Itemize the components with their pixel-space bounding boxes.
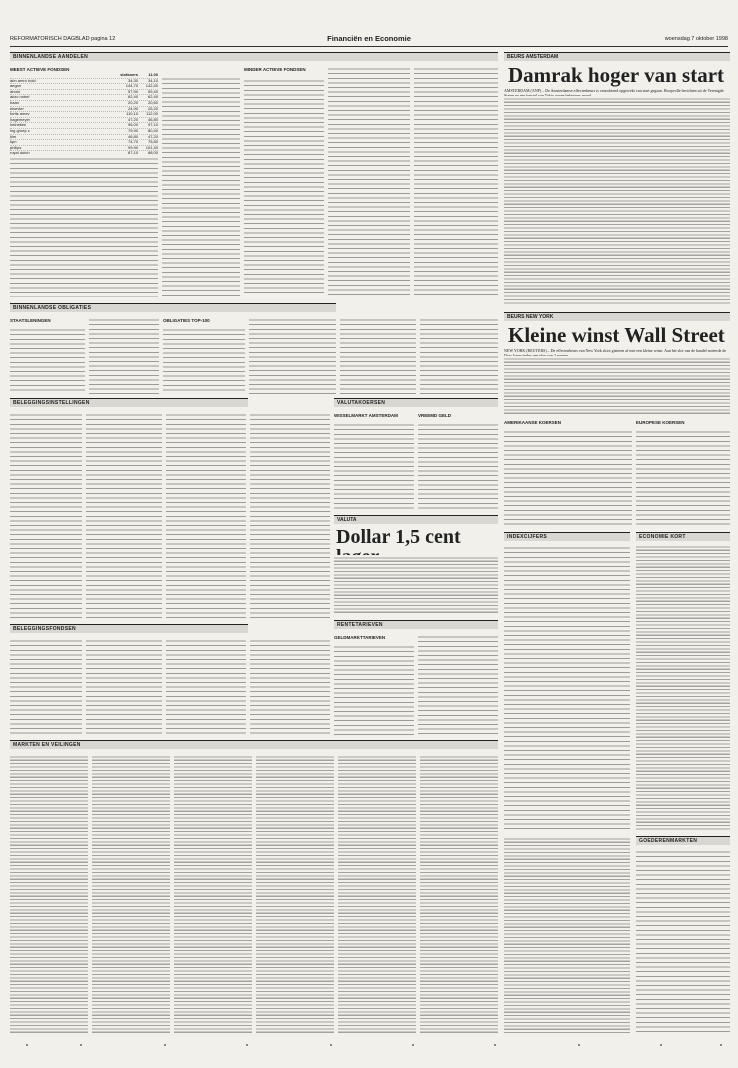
stock-slotkoers: 62,40: [127, 94, 138, 100]
markten-text-col-1: [10, 754, 88, 1034]
markten-header-block: [10, 740, 498, 752]
beleggingsinstellingen-rows-c: [166, 411, 246, 619]
stock-slotkoers: 99,90: [127, 144, 138, 150]
vreemd-geld-rows: [418, 421, 498, 511]
stock-11uur: 20,60: [147, 99, 158, 105]
stock-name: baan: [10, 100, 19, 105]
stock-slotkoers: 20,20: [127, 99, 138, 105]
obligaties-rows-d: [420, 316, 498, 394]
page-dot: [164, 1044, 166, 1046]
newyork-headline: Kleine winst Wall Street: [508, 323, 725, 347]
stock-slotkoers: 79,90: [127, 127, 138, 133]
page-dot: [26, 1044, 28, 1046]
wisselmarkt-rows: [334, 421, 414, 511]
staatsleningen-block: [10, 316, 85, 394]
stock-name: abn amro hold: [10, 78, 36, 83]
section-header-valutakoersen: VALUTAKOERSEN: [334, 398, 498, 407]
amsterdam-lead: AMSTERDAM (ANP) – De Amsterdamse effectenbeurs is vanochtend opgewekt van start gegaan. Hoopvolle berichten uit de Verenigde: [504, 89, 724, 93]
staatsleningen-rows: [10, 326, 85, 394]
economie-kort-block: [636, 532, 730, 832]
section-header-binnenlandse-aandelen: BINNENLANDSE AANDELEN: [10, 52, 498, 61]
beleggingsfondsen-rows-d: [250, 637, 330, 735]
europese-koersen-rows: [636, 428, 730, 528]
valutakoersen-header-block: [334, 398, 498, 410]
col-slotkoers: slotkoers: [120, 72, 138, 77]
stock-11uur: 88,00: [147, 150, 158, 156]
section-header-indexcijfers: INDEXCIJFERS: [504, 532, 630, 541]
page-dot: [578, 1044, 580, 1046]
obligaties-header-block: [10, 303, 336, 315]
stock-11uur: 59,40: [147, 88, 158, 94]
stock-name: elsevier: [10, 106, 24, 111]
page-dot: [412, 1044, 414, 1046]
stock-name: akzo nobel: [10, 95, 30, 100]
subheader-meest-actieve: MEEST ACTIEVE FONDSEN: [10, 67, 70, 72]
stock-slotkoers: 110,10: [126, 111, 138, 117]
masthead-left: REFORMATORISCH DAGBLAD pagina 12: [10, 36, 116, 42]
valuta-headline: Dollar 1,5 cent: [336, 526, 461, 548]
amerikaanse-koersen-rows: [504, 428, 632, 528]
beurs-new-york-article: [504, 312, 730, 414]
minder-actieve-fondsen-block: [244, 65, 324, 297]
stock-name: aegon: [10, 84, 22, 89]
obligaties-top-rows-b: [249, 316, 336, 394]
wisselmarkt-block: [334, 411, 414, 511]
section-header-beleggingsfondsen: BELEGGINGSFONDSEN: [10, 624, 248, 633]
stock-name: klm: [10, 134, 17, 139]
geldmarkttarieven-rows: [334, 643, 414, 735]
markten-text-col-7: [504, 836, 630, 1034]
geldmarkttarieven-block: [334, 633, 414, 735]
subheader-geldmarkttarieven: GELDMARKTTARIEVEN: [334, 635, 386, 640]
masthead-date: woensdag 7 oktober 1998: [664, 36, 728, 42]
section-header-markten-en-veilingen: MARKTEN EN VEILINGEN: [10, 740, 498, 749]
col-time: 11.00: [148, 72, 158, 77]
stock-name: fortis amev: [10, 112, 30, 117]
stock-name: ahold: [10, 89, 20, 94]
stock-slotkoers: 57,90: [127, 88, 138, 94]
stock-11uur: 47,20: [147, 133, 158, 139]
stock-11uur: 112,00: [146, 111, 158, 117]
markten-text-col-5: [338, 754, 416, 1034]
section-header-beleggingsinstellingen: BELEGGINGSINSTELLINGEN: [10, 398, 248, 407]
newyork-lead: NEW YORK (REUTERS) – De effectenbeurs van New York sloot gisteren af met een kleine winst. Aan het slot van de handel noteerde de: [504, 349, 727, 353]
markten-text-col-6: [420, 754, 498, 1034]
stock-name: heineken: [10, 123, 27, 128]
beleggingsfondsen-header-block: [10, 624, 248, 636]
stock-11uur: 97,10: [147, 122, 158, 128]
page-dot: [494, 1044, 496, 1046]
beleggingsinstellingen-rows-b: [86, 411, 162, 619]
section-header-beurs-amsterdam: BEURS AMSTERDAM: [504, 52, 730, 61]
page-dot: [80, 1044, 82, 1046]
minder-actieve-rows: [244, 77, 324, 297]
stock-11uur: 46,80: [147, 116, 158, 122]
subheader-minder-actieve: MINDER ACTIEVE FONDSEN: [244, 67, 306, 72]
page-dot: [246, 1044, 248, 1046]
page-dot: [330, 1044, 332, 1046]
stock-slotkoers: 96,00: [127, 122, 138, 128]
stock-slotkoers: 144,70: [125, 83, 138, 89]
stock-11uur: 142,40: [145, 83, 158, 89]
goederenmarkten-rows: [636, 848, 730, 1034]
stock-11uur: 34,10: [147, 77, 158, 83]
stock-name: philips: [10, 145, 22, 150]
section-header-economie-kort: ECONOMIE KORT: [636, 532, 730, 541]
amsterdam-headline: Damrak hoger van start: [508, 63, 725, 87]
beleggingsinstellingen-rows-a: [10, 411, 82, 619]
koersen-columns-c: [414, 65, 498, 297]
stock-slotkoers: 34,30: [127, 77, 138, 83]
beleggingsinstellingen-header-block: [10, 398, 248, 410]
stock-11uur: 62,40: [147, 94, 158, 100]
section-header-goederenmarkten: GOEDERENMARKTEN: [636, 836, 730, 845]
subheader-wisselmarkt: WISSELMARKT AMSTERDAM: [334, 413, 398, 418]
subheader-vreemd-geld: VREEMD GELD: [418, 413, 452, 418]
subheader-amerikaanse-koersen: AMERIKAANSE KOERSEN: [504, 420, 562, 425]
stock-slotkoers: 24,90: [127, 105, 138, 111]
section-header-rentetarieven: RENTETARIEVEN: [334, 620, 498, 629]
obligaties-top-block: [163, 316, 245, 394]
section-header-valuta: VALUTA: [334, 515, 498, 524]
economie-kort-text: [636, 544, 730, 832]
beurs-amsterdam-article: [504, 52, 730, 304]
stock-name: ing groep c: [10, 128, 30, 133]
page-dot: [720, 1044, 722, 1046]
rente-rows-b: [418, 633, 498, 735]
koersen-columns-b: [328, 65, 410, 297]
rentetarieven-header-block: [334, 620, 498, 632]
stock-slotkoers: 46,80: [127, 133, 138, 139]
masthead-title: Financiën en Economie: [327, 34, 411, 43]
meest-actieve-fondsen-block: [10, 65, 158, 297]
beleggingsinstellingen-rows-d: [250, 411, 330, 619]
europese-koersen-block: [636, 418, 730, 528]
section-header-binnenlandse-obligaties: BINNENLANDSE OBLIGATIES: [10, 303, 336, 312]
staatsleningen-rows-b: [89, 316, 159, 394]
beleggingsfondsen-rows-a: [10, 637, 82, 735]
markten-text-col-4: [256, 754, 334, 1034]
newyork-body-text: [504, 356, 730, 414]
stock-11uur: 25,20: [147, 105, 158, 111]
markten-text-col-3: [174, 754, 252, 1034]
stock-name: kpn: [10, 140, 17, 145]
stock-slotkoers: 74,70: [127, 139, 138, 145]
amsterdam-body-text: [504, 96, 730, 304]
stock-name: hagemeyer: [10, 117, 31, 122]
indexcijfers-rows: [504, 544, 630, 832]
vreemd-geld-block: [418, 411, 498, 511]
meest-actieve-more-rows: [10, 155, 158, 297]
beleggingsfondsen-rows-c: [166, 637, 246, 735]
goederenmarkten-block: [636, 836, 730, 1034]
stock-slotkoers: 47,20: [127, 116, 138, 122]
stock-name: royal dutch: [10, 151, 30, 156]
stock-11uur: 80,40: [147, 127, 158, 133]
valuta-body-text: [334, 555, 498, 615]
subheader-staatsleningen: STAATSLENINGEN: [10, 318, 51, 323]
section-header-beurs-new-york: BEURS NEW YORK: [504, 312, 730, 321]
stock-11uur: 101,40: [145, 144, 158, 150]
koersen-columns-a: [162, 75, 240, 297]
markten-text-col-2: [92, 754, 170, 1034]
indexcijfers-block: [504, 532, 630, 832]
stock-slotkoers: 87,10: [127, 150, 138, 156]
amerikaanse-koersen-block: [504, 418, 632, 528]
valuta-article: [334, 515, 498, 615]
obligaties-rows-c: [340, 316, 416, 394]
subheader-europese-koersen: EUROPESE KOERSEN: [636, 420, 685, 425]
subheader-obligaties-top: OBLIGATIES TOP-100: [163, 318, 210, 323]
obligaties-top-rows: [163, 326, 245, 394]
masthead: [10, 34, 728, 47]
page-dot: [660, 1044, 662, 1046]
beleggingsfondsen-rows-b: [86, 637, 162, 735]
stock-11uur: 75,80: [147, 139, 158, 145]
